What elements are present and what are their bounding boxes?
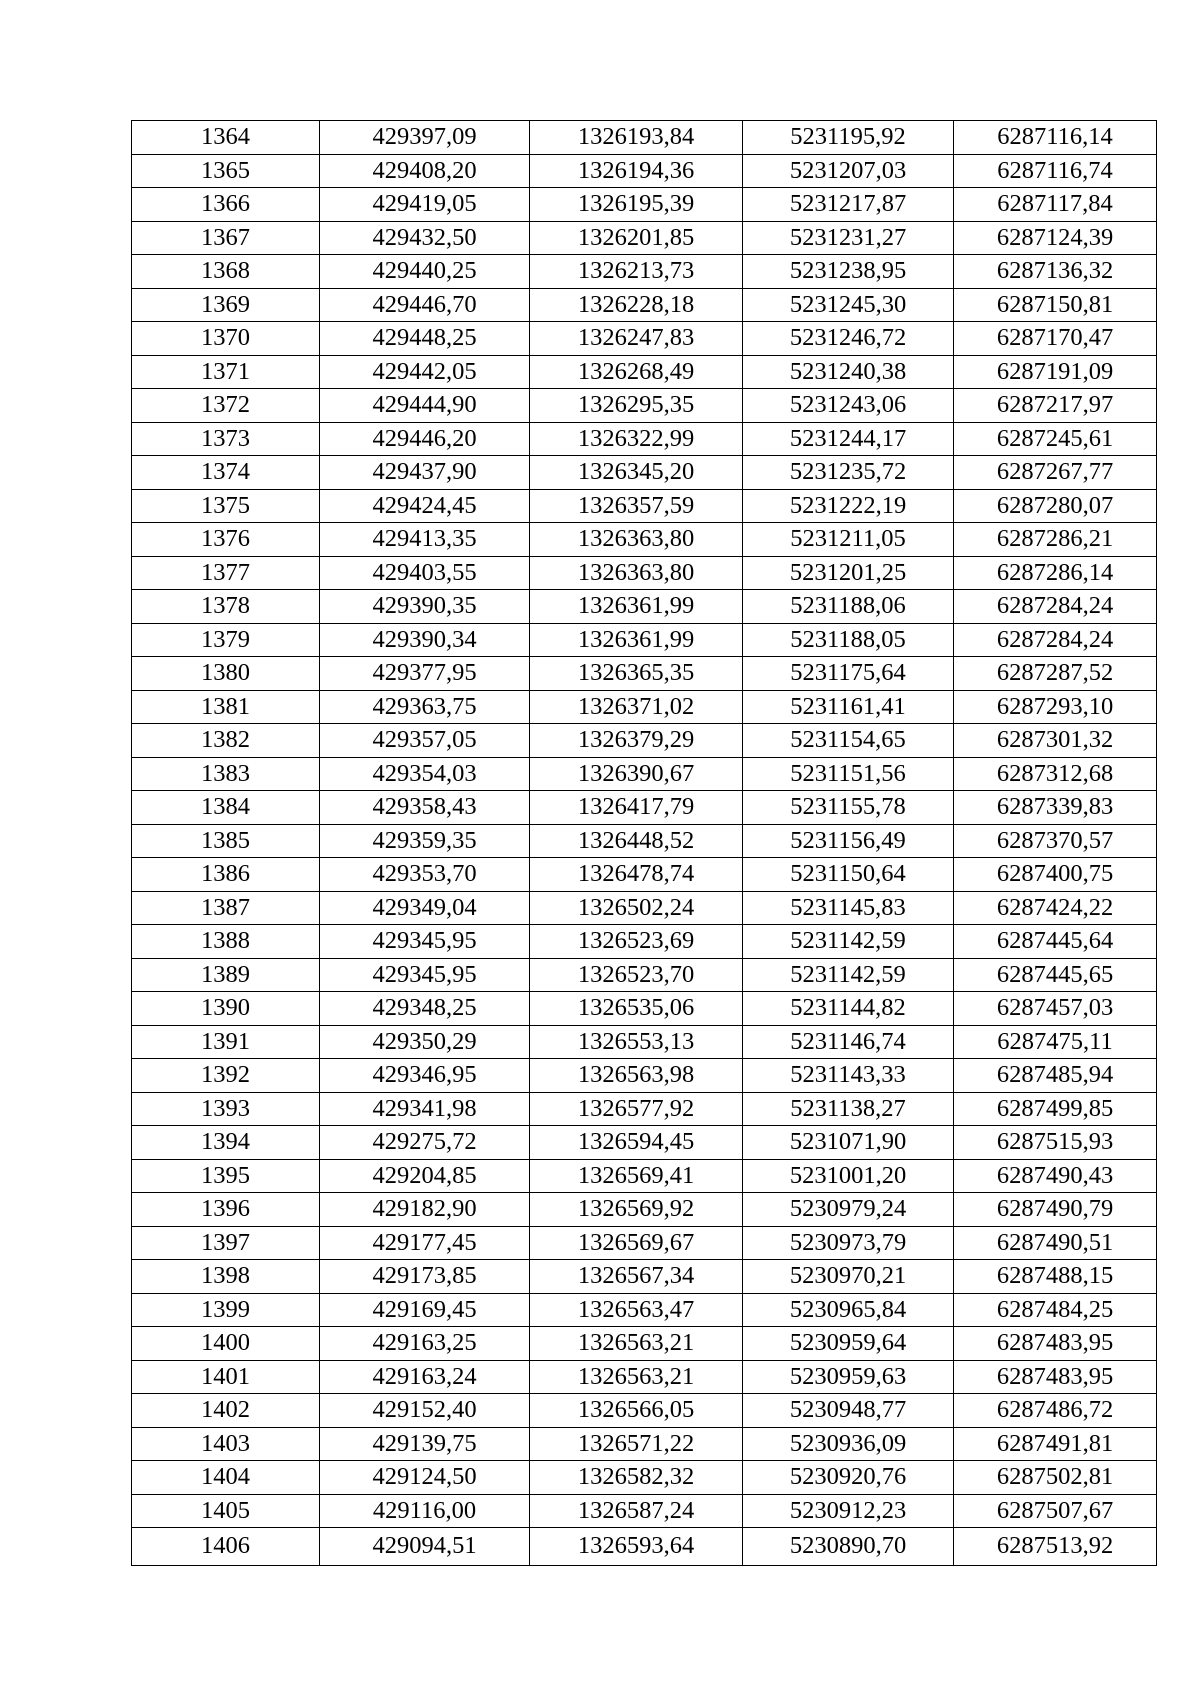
table-row — [132, 958, 1157, 992]
coord-a-cell: 429345,95 — [320, 925, 530, 959]
coordinates-table-body — [132, 121, 1157, 1566]
point-number-cell: 1371 — [132, 355, 320, 389]
table-row — [132, 1293, 1157, 1327]
point-number-cell: 1382 — [132, 724, 320, 758]
coord-c-cell: 5230959,64 — [743, 1327, 954, 1361]
point-number-cell: 1394 — [132, 1126, 320, 1160]
coord-d-cell: 6287457,03 — [954, 992, 1157, 1026]
coord-d-cell: 6287136,32 — [954, 255, 1157, 289]
coord-b-cell: 1326345,20 — [530, 456, 743, 490]
point-number-cell: 1403 — [132, 1427, 320, 1461]
coord-b-cell: 1326371,02 — [530, 690, 743, 724]
coord-d-cell: 6287170,47 — [954, 322, 1157, 356]
coord-a-cell: 429349,04 — [320, 891, 530, 925]
point-number-cell: 1367 — [132, 221, 320, 255]
coord-a-cell: 429390,35 — [320, 590, 530, 624]
point-number-cell: 1385 — [132, 824, 320, 858]
coord-d-cell: 6287217,97 — [954, 389, 1157, 423]
coord-b-cell: 1326213,73 — [530, 255, 743, 289]
table-row — [132, 255, 1157, 289]
point-number-cell: 1368 — [132, 255, 320, 289]
coord-a-cell: 429204,85 — [320, 1159, 530, 1193]
table-row — [132, 824, 1157, 858]
coord-d-cell: 6287116,14 — [954, 121, 1157, 155]
table-row — [132, 556, 1157, 590]
point-number-cell: 1366 — [132, 188, 320, 222]
table-row — [132, 1360, 1157, 1394]
coord-a-cell: 429357,05 — [320, 724, 530, 758]
point-number-cell: 1398 — [132, 1260, 320, 1294]
coord-d-cell: 6287191,09 — [954, 355, 1157, 389]
table-row — [132, 1226, 1157, 1260]
coord-b-cell: 1326593,64 — [530, 1528, 743, 1566]
table-row — [132, 1427, 1157, 1461]
point-number-cell: 1406 — [132, 1528, 320, 1566]
coord-d-cell: 6287286,14 — [954, 556, 1157, 590]
coord-a-cell: 429350,29 — [320, 1025, 530, 1059]
table-row — [132, 1327, 1157, 1361]
point-number-cell: 1378 — [132, 590, 320, 624]
table-row — [132, 1159, 1157, 1193]
coord-a-cell: 429346,95 — [320, 1059, 530, 1093]
coord-b-cell: 1326390,67 — [530, 757, 743, 791]
coord-d-cell: 6287424,22 — [954, 891, 1157, 925]
point-number-cell: 1405 — [132, 1494, 320, 1528]
coord-d-cell: 6287484,25 — [954, 1293, 1157, 1327]
coord-a-cell: 429446,20 — [320, 422, 530, 456]
coord-a-cell: 429163,24 — [320, 1360, 530, 1394]
coord-a-cell: 429275,72 — [320, 1126, 530, 1160]
point-number-cell: 1402 — [132, 1394, 320, 1428]
coord-a-cell: 429348,25 — [320, 992, 530, 1026]
point-number-cell: 1396 — [132, 1193, 320, 1227]
coord-a-cell: 429182,90 — [320, 1193, 530, 1227]
coord-c-cell: 5231142,59 — [743, 958, 954, 992]
table-row — [132, 925, 1157, 959]
coord-b-cell: 1326571,22 — [530, 1427, 743, 1461]
coord-a-cell: 429173,85 — [320, 1260, 530, 1294]
table-row — [132, 489, 1157, 523]
coord-b-cell: 1326569,67 — [530, 1226, 743, 1260]
coord-b-cell: 1326553,13 — [530, 1025, 743, 1059]
coord-c-cell: 5231245,30 — [743, 288, 954, 322]
coord-d-cell: 6287445,64 — [954, 925, 1157, 959]
coord-c-cell: 5230890,70 — [743, 1528, 954, 1566]
coord-a-cell: 429169,45 — [320, 1293, 530, 1327]
coord-c-cell: 5231151,56 — [743, 757, 954, 791]
coord-b-cell: 1326563,47 — [530, 1293, 743, 1327]
coord-d-cell: 6287400,75 — [954, 858, 1157, 892]
point-number-cell: 1391 — [132, 1025, 320, 1059]
point-number-cell: 1376 — [132, 523, 320, 557]
coord-c-cell: 5231143,33 — [743, 1059, 954, 1093]
point-number-cell: 1380 — [132, 657, 320, 691]
point-number-cell: 1375 — [132, 489, 320, 523]
coord-c-cell: 5230979,24 — [743, 1193, 954, 1227]
coord-d-cell: 6287490,43 — [954, 1159, 1157, 1193]
coord-d-cell: 6287499,85 — [954, 1092, 1157, 1126]
coord-c-cell: 5231240,38 — [743, 355, 954, 389]
coord-d-cell: 6287284,24 — [954, 623, 1157, 657]
coord-d-cell: 6287445,65 — [954, 958, 1157, 992]
coord-a-cell: 429177,45 — [320, 1226, 530, 1260]
coord-c-cell: 5231231,27 — [743, 221, 954, 255]
coord-c-cell: 5231195,92 — [743, 121, 954, 155]
coord-d-cell: 6287339,83 — [954, 791, 1157, 825]
point-number-cell: 1381 — [132, 690, 320, 724]
coord-b-cell: 1326365,35 — [530, 657, 743, 691]
coord-d-cell: 6287483,95 — [954, 1327, 1157, 1361]
table-row — [132, 690, 1157, 724]
coord-b-cell: 1326563,21 — [530, 1327, 743, 1361]
table-row — [132, 1092, 1157, 1126]
coord-d-cell: 6287245,61 — [954, 422, 1157, 456]
table-row — [132, 1461, 1157, 1495]
point-number-cell: 1383 — [132, 757, 320, 791]
coord-c-cell: 5231211,05 — [743, 523, 954, 557]
coord-b-cell: 1326417,79 — [530, 791, 743, 825]
point-number-cell: 1404 — [132, 1461, 320, 1495]
coord-a-cell: 429446,70 — [320, 288, 530, 322]
coord-b-cell: 1326577,92 — [530, 1092, 743, 1126]
coord-d-cell: 6287502,81 — [954, 1461, 1157, 1495]
coord-a-cell: 429377,95 — [320, 657, 530, 691]
table-row — [132, 623, 1157, 657]
coord-b-cell: 1326379,29 — [530, 724, 743, 758]
table-row — [132, 288, 1157, 322]
point-number-cell: 1365 — [132, 154, 320, 188]
point-number-cell: 1379 — [132, 623, 320, 657]
table-row — [132, 590, 1157, 624]
table-row — [132, 724, 1157, 758]
coord-b-cell: 1326357,59 — [530, 489, 743, 523]
coord-a-cell: 429444,90 — [320, 389, 530, 423]
table-row — [132, 221, 1157, 255]
coord-c-cell: 5231175,64 — [743, 657, 954, 691]
coord-b-cell: 1326361,99 — [530, 623, 743, 657]
table-row — [132, 891, 1157, 925]
coord-b-cell: 1326594,45 — [530, 1126, 743, 1160]
table-row — [132, 322, 1157, 356]
coord-a-cell: 429163,25 — [320, 1327, 530, 1361]
coord-a-cell: 429116,00 — [320, 1494, 530, 1528]
coord-d-cell: 6287150,81 — [954, 288, 1157, 322]
point-number-cell: 1390 — [132, 992, 320, 1026]
table-row — [132, 389, 1157, 423]
coord-c-cell: 5230912,23 — [743, 1494, 954, 1528]
coord-a-cell: 429358,43 — [320, 791, 530, 825]
coord-d-cell: 6287483,95 — [954, 1360, 1157, 1394]
coord-a-cell: 429124,50 — [320, 1461, 530, 1495]
coordinates-table — [131, 120, 1157, 1566]
point-number-cell: 1393 — [132, 1092, 320, 1126]
coord-b-cell: 1326569,41 — [530, 1159, 743, 1193]
coord-d-cell: 6287515,93 — [954, 1126, 1157, 1160]
table-row — [132, 1126, 1157, 1160]
coord-b-cell: 1326268,49 — [530, 355, 743, 389]
coord-b-cell: 1326563,21 — [530, 1360, 743, 1394]
coord-d-cell: 6287116,74 — [954, 154, 1157, 188]
coord-d-cell: 6287507,67 — [954, 1494, 1157, 1528]
coord-c-cell: 5231150,64 — [743, 858, 954, 892]
coord-c-cell: 5231145,83 — [743, 891, 954, 925]
coord-b-cell: 1326569,92 — [530, 1193, 743, 1227]
coord-d-cell: 6287301,32 — [954, 724, 1157, 758]
coord-a-cell: 429354,03 — [320, 757, 530, 791]
coord-c-cell: 5231188,06 — [743, 590, 954, 624]
point-number-cell: 1372 — [132, 389, 320, 423]
coord-a-cell: 429390,34 — [320, 623, 530, 657]
coord-c-cell: 5230970,21 — [743, 1260, 954, 1294]
coord-c-cell: 5231154,65 — [743, 724, 954, 758]
point-number-cell: 1400 — [132, 1327, 320, 1361]
coord-b-cell: 1326361,99 — [530, 590, 743, 624]
point-number-cell: 1388 — [132, 925, 320, 959]
coord-b-cell: 1326195,39 — [530, 188, 743, 222]
coord-d-cell: 6287280,07 — [954, 489, 1157, 523]
coord-d-cell: 6287490,51 — [954, 1226, 1157, 1260]
table-row — [132, 456, 1157, 490]
coord-b-cell: 1326535,06 — [530, 992, 743, 1026]
coord-a-cell: 429440,25 — [320, 255, 530, 289]
coord-d-cell: 6287490,79 — [954, 1193, 1157, 1227]
table-row — [132, 858, 1157, 892]
coord-c-cell: 5231244,17 — [743, 422, 954, 456]
point-number-cell: 1386 — [132, 858, 320, 892]
coord-a-cell: 429094,51 — [320, 1528, 530, 1566]
coord-b-cell: 1326448,52 — [530, 824, 743, 858]
coord-d-cell: 6287513,92 — [954, 1528, 1157, 1566]
point-number-cell: 1399 — [132, 1293, 320, 1327]
coord-b-cell: 1326523,69 — [530, 925, 743, 959]
point-number-cell: 1397 — [132, 1226, 320, 1260]
coord-c-cell: 5231207,03 — [743, 154, 954, 188]
coord-a-cell: 429448,25 — [320, 322, 530, 356]
point-number-cell: 1401 — [132, 1360, 320, 1394]
point-number-cell: 1374 — [132, 456, 320, 490]
coord-d-cell: 6287488,15 — [954, 1260, 1157, 1294]
coord-d-cell: 6287486,72 — [954, 1394, 1157, 1428]
table-row — [132, 523, 1157, 557]
coord-c-cell: 5231142,59 — [743, 925, 954, 959]
coord-c-cell: 5231235,72 — [743, 456, 954, 490]
coord-c-cell: 5231146,74 — [743, 1025, 954, 1059]
coord-b-cell: 1326322,99 — [530, 422, 743, 456]
table-row — [132, 992, 1157, 1026]
table-row — [132, 791, 1157, 825]
table-row — [132, 1025, 1157, 1059]
coord-b-cell: 1326247,83 — [530, 322, 743, 356]
coord-b-cell: 1326193,84 — [530, 121, 743, 155]
coord-a-cell: 429139,75 — [320, 1427, 530, 1461]
table-row — [132, 188, 1157, 222]
table-row — [132, 121, 1157, 155]
coord-a-cell: 429413,35 — [320, 523, 530, 557]
coord-c-cell: 5231217,87 — [743, 188, 954, 222]
coord-d-cell: 6287267,77 — [954, 456, 1157, 490]
table-row — [132, 1193, 1157, 1227]
coord-c-cell: 5231071,90 — [743, 1126, 954, 1160]
coord-a-cell: 429419,05 — [320, 188, 530, 222]
coord-b-cell: 1326295,35 — [530, 389, 743, 423]
coord-a-cell: 429437,90 — [320, 456, 530, 490]
coord-d-cell: 6287124,39 — [954, 221, 1157, 255]
coord-d-cell: 6287475,11 — [954, 1025, 1157, 1059]
coord-d-cell: 6287485,94 — [954, 1059, 1157, 1093]
coord-d-cell: 6287117,84 — [954, 188, 1157, 222]
coord-a-cell: 429345,95 — [320, 958, 530, 992]
coord-c-cell: 5231222,19 — [743, 489, 954, 523]
coord-a-cell: 429353,70 — [320, 858, 530, 892]
coord-d-cell: 6287287,52 — [954, 657, 1157, 691]
coord-c-cell: 5231144,82 — [743, 992, 954, 1026]
coord-c-cell: 5231001,20 — [743, 1159, 954, 1193]
coord-d-cell: 6287312,68 — [954, 757, 1157, 791]
coord-c-cell: 5230948,77 — [743, 1394, 954, 1428]
point-number-cell: 1392 — [132, 1059, 320, 1093]
coord-a-cell: 429403,55 — [320, 556, 530, 590]
table-row — [132, 657, 1157, 691]
coord-d-cell: 6287370,57 — [954, 824, 1157, 858]
coord-d-cell: 6287284,24 — [954, 590, 1157, 624]
point-number-cell: 1373 — [132, 422, 320, 456]
table-row — [132, 154, 1157, 188]
table-row — [132, 1260, 1157, 1294]
point-number-cell: 1377 — [132, 556, 320, 590]
coord-d-cell: 6287491,81 — [954, 1427, 1157, 1461]
coord-c-cell: 5231188,05 — [743, 623, 954, 657]
coord-a-cell: 429152,40 — [320, 1394, 530, 1428]
table-row — [132, 422, 1157, 456]
coord-b-cell: 1326478,74 — [530, 858, 743, 892]
coord-c-cell: 5230973,79 — [743, 1226, 954, 1260]
table-row — [132, 1059, 1157, 1093]
coord-d-cell: 6287293,10 — [954, 690, 1157, 724]
coord-a-cell: 429359,35 — [320, 824, 530, 858]
coord-b-cell: 1326363,80 — [530, 523, 743, 557]
coord-c-cell: 5230959,63 — [743, 1360, 954, 1394]
coord-a-cell: 429424,45 — [320, 489, 530, 523]
point-number-cell: 1395 — [132, 1159, 320, 1193]
coord-c-cell: 5230936,09 — [743, 1427, 954, 1461]
coord-c-cell: 5230920,76 — [743, 1461, 954, 1495]
coord-c-cell: 5231246,72 — [743, 322, 954, 356]
point-number-cell: 1389 — [132, 958, 320, 992]
table-row — [132, 355, 1157, 389]
coord-b-cell: 1326502,24 — [530, 891, 743, 925]
coord-a-cell: 429432,50 — [320, 221, 530, 255]
coord-c-cell: 5230965,84 — [743, 1293, 954, 1327]
coord-b-cell: 1326194,36 — [530, 154, 743, 188]
point-number-cell: 1384 — [132, 791, 320, 825]
table-row — [132, 1394, 1157, 1428]
coord-b-cell: 1326566,05 — [530, 1394, 743, 1428]
coord-a-cell: 429341,98 — [320, 1092, 530, 1126]
coord-c-cell: 5231243,06 — [743, 389, 954, 423]
coord-b-cell: 1326563,98 — [530, 1059, 743, 1093]
point-number-cell: 1364 — [132, 121, 320, 155]
coord-a-cell: 429363,75 — [320, 690, 530, 724]
table-row — [132, 757, 1157, 791]
coord-b-cell: 1326587,24 — [530, 1494, 743, 1528]
coord-b-cell: 1326582,32 — [530, 1461, 743, 1495]
table-row — [132, 1528, 1157, 1566]
coord-b-cell: 1326363,80 — [530, 556, 743, 590]
coord-c-cell: 5231138,27 — [743, 1092, 954, 1126]
coord-a-cell: 429442,05 — [320, 355, 530, 389]
coord-b-cell: 1326228,18 — [530, 288, 743, 322]
coord-a-cell: 429408,20 — [320, 154, 530, 188]
coord-a-cell: 429397,09 — [320, 121, 530, 155]
coord-c-cell: 5231201,25 — [743, 556, 954, 590]
coord-b-cell: 1326523,70 — [530, 958, 743, 992]
coord-b-cell: 1326201,85 — [530, 221, 743, 255]
coord-c-cell: 5231238,95 — [743, 255, 954, 289]
table-row — [132, 1494, 1157, 1528]
coord-c-cell: 5231161,41 — [743, 690, 954, 724]
point-number-cell: 1369 — [132, 288, 320, 322]
coord-d-cell: 6287286,21 — [954, 523, 1157, 557]
point-number-cell: 1370 — [132, 322, 320, 356]
point-number-cell: 1387 — [132, 891, 320, 925]
coord-b-cell: 1326567,34 — [530, 1260, 743, 1294]
coord-c-cell: 5231156,49 — [743, 824, 954, 858]
coord-c-cell: 5231155,78 — [743, 791, 954, 825]
